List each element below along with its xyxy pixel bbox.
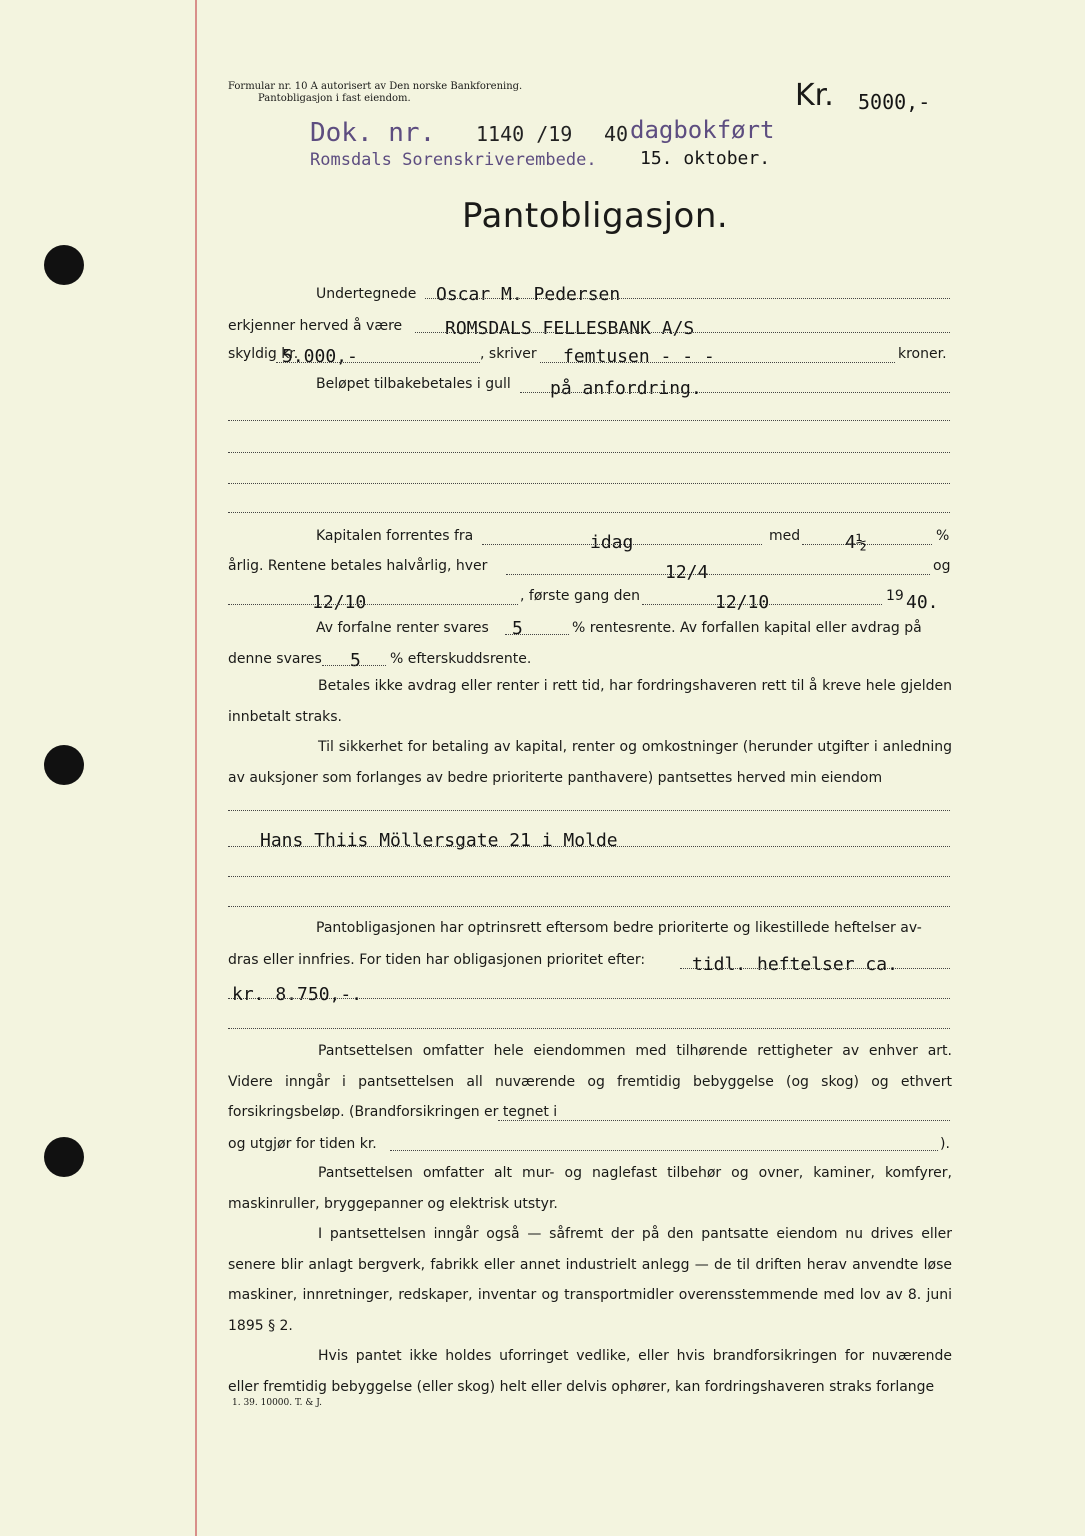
dagbokfort-stamp: dagbokført [630,116,775,144]
skyldig-label: skyldig kr. [228,346,299,362]
prioritet-value: tidl. heftelser ca. [692,954,898,975]
form-line-1: Formular nr. 10 A autorisert av Den norske Bankforening. [228,81,523,92]
undertegnede-value: Oscar M. Pedersen [436,284,621,305]
vedlike-text: Hvis pantet ikke holdes uforringet vedlike, eller hvis brandforsikringen for nuværende eller fremtidig bebyggelse (eller skog) helt eller delvis ophører, kan fordringshaveren straks forlange [228,1348,952,1395]
tilbehor-paragraph [228,1158,952,1219]
punch-hole [44,1137,84,1177]
kapital-value: idag [590,532,634,553]
fill-line [482,544,762,545]
fill-line [505,634,569,635]
fill-line [228,998,950,999]
utgjor-text: og utgjør for tiden kr. [228,1136,377,1152]
form-line-2: Pantobligasjon i fast eiendom. [258,93,411,104]
og-value: 12/10 [312,592,367,613]
belopet-value: på anfordring. [550,378,702,399]
fill-line [802,544,932,545]
kr-label: Kr. [795,78,834,113]
erkjenner-label: erkjenner herved å være [228,318,403,334]
prioritet-value-2: kr. 8.750,-. [232,984,363,1005]
footer-print-code: 1. 39. 10000. T. & J. [232,1398,323,1408]
sikkerhet-text: Til sikkerhet for betaling av kapital, renter og omkostninger (herunder utgifter i anledning av auksjoner som forlanges av bedre prioriterte panthavere) pantsettes herved min eiendom [228,739,952,786]
document-title: Pantobligasjon. [462,196,729,236]
kroner-label: kroner. [898,346,947,362]
skriver-value: femtusen - - - [563,346,715,367]
denne-rate: 5 [350,650,361,671]
stamp-date: 15. oktober. [640,148,771,169]
fill-line [228,604,518,605]
dok-label: Dok. nr. [310,118,436,148]
sikkerhet-paragraph [228,732,952,793]
office-stamp: Romsdals Sorenskriverembede. [310,150,597,170]
fill-line [506,574,930,575]
property-value: Hans Thiis Möllersgate 21 i Molde [260,830,618,851]
betales-text: Betales ikke avdrag eller renter i rett tid, har fordringshaveren rett til å kreve hele gjelden innbetalt straks. [228,678,952,725]
skyldig-value: 5.000,- [282,346,358,367]
vedlike-paragraph [228,1341,952,1402]
forste-label: , første gang den [520,588,641,604]
rate-value: 4½ [845,532,867,553]
blank-line [228,810,950,811]
belopet-label: Beløpet tilbakebetales i gull [316,376,511,392]
dok-year: 40 [604,122,629,146]
fill-line [520,392,950,393]
blank-line [228,483,950,484]
forste-value: 12/10 [715,592,770,613]
omfatter-paragraph [228,1036,952,1128]
blank-line [228,420,950,421]
optrinsrett-text-b: dras eller innfries. For tiden har obligasjonen prioritet efter: [228,952,646,968]
optrinsrett-text: Pantobligasjonen har optrinsrett eftersom bedre prioriterte og likestillede heftelser av- [316,920,922,936]
skriver-label: , skriver [480,346,537,362]
fill-line [642,604,882,605]
hver-value: 12/4 [665,562,709,583]
fill-line [425,298,950,299]
kapital-label: Kapitalen forrentes fra [316,528,474,544]
fill-line [498,1120,950,1121]
fill-line [390,1150,938,1151]
fill-line [322,665,386,666]
forfalne-text: Av forfalne renter svares [316,620,489,636]
undertegnede-label: Undertegnede [316,286,417,302]
percent-sign: % [936,528,950,544]
industri-paragraph [228,1219,952,1341]
erkjenner-value: ROMSDALS FELLESBANK A/S [445,318,695,339]
blank-line [228,452,950,453]
omfatter-text: Pantsettelsen omfatter hele eiendommen med tilhørende rettigheter av enhver art. Videre inngår i pantsettelsen all nuværende og fremtidig bebyggelse (og skog) og ethvert forsikringsbeløp. (Brandforsikringen er tegnet i [228,1043,952,1120]
denne-text-b: % efterskuddsrente. [390,651,532,667]
blank-line [228,1028,950,1029]
arlig-label: årlig. Rentene betales halvårlig, hver [228,558,488,574]
punch-hole [44,745,84,785]
fill-line [540,362,895,363]
margin-line [195,0,197,1536]
industri-text: I pantsettelsen inngår også — såfremt der på den pantsatte eiendom nu drives eller senere blir anlagt bergverk, fabrikk eller annet industrielt anlegg — de til driften herav anvendte løse maskiner, innretninger, redskaper, inventar og transportmidler overensstemmende med lov av 8. juni 1895 § 2. [228,1226,952,1334]
blank-line [228,906,950,907]
forfalne-text-b: % rentesrente. Av forfallen kapital eller avdrag på [572,620,922,636]
blank-line [228,876,950,877]
fill-line [276,362,480,363]
fill-line [228,846,950,847]
denne-text: denne svares [228,651,322,667]
tilbehor-text: Pantsettelsen omfatter alt mur- og naglefast tilbehør og ovner, kaminer, komfyrer, maskinruller, bryggepanner og elektrisk utstyr. [228,1165,952,1212]
punch-hole [44,245,84,285]
kr-amount: 5000,- [858,90,931,114]
fill-line [680,968,950,969]
blank-line [228,512,950,513]
year-value: 40. [906,592,939,613]
med-label: med [769,528,801,544]
og-label: og [933,558,951,574]
forfalne-rate: 5 [512,618,523,639]
year-prefix: 19 [886,588,904,604]
dok-number: 1140 /19 [476,122,573,146]
betales-paragraph [228,671,952,732]
fill-line [415,332,950,333]
utgjor-end: ). [940,1136,950,1152]
